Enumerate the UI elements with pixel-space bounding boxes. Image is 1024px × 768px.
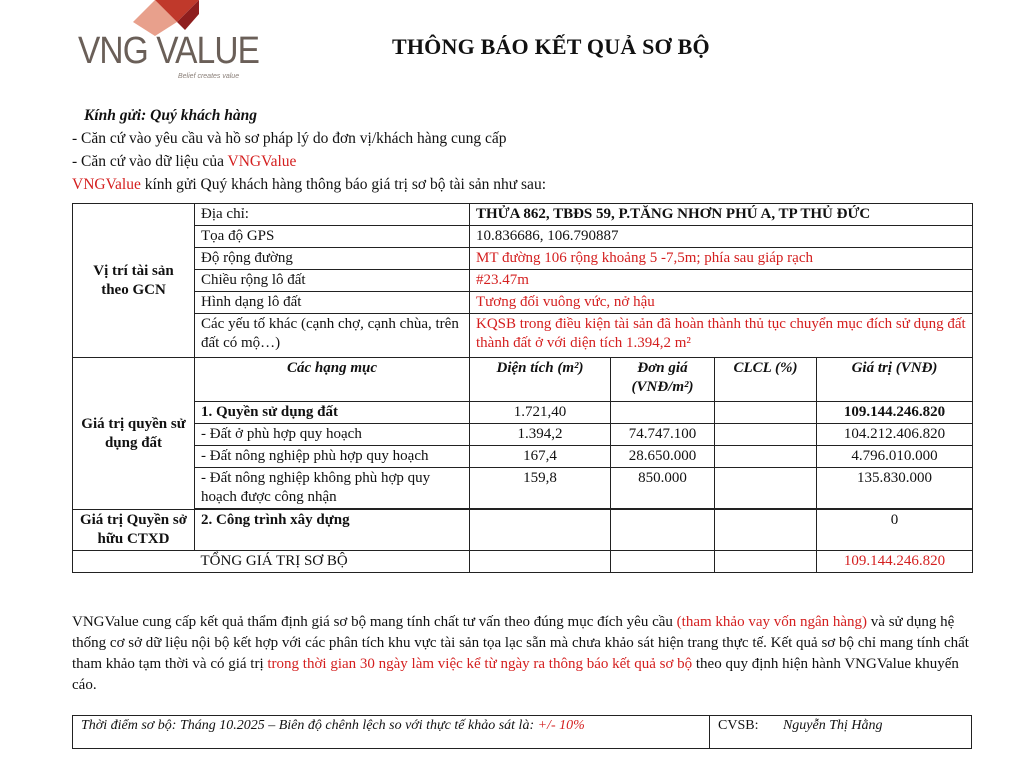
- disclaimer-purpose: (tham khảo vay vốn ngân hàng): [676, 614, 868, 630]
- construction-value: 0: [817, 510, 973, 551]
- table-row: [73, 248, 973, 270]
- item-value: 4.796.010.000: [817, 446, 973, 468]
- disclaimer-part-3: theo quy định hiện hành VNGValue khuyến cáo.: [72, 656, 959, 693]
- item-value: 135.830.000: [817, 468, 973, 509]
- item-clcl: [715, 468, 817, 509]
- road-width-value: MT đường 106 rộng khoảng 5 -7,5m; phía sau giáp rạch: [470, 248, 973, 270]
- row-label: Địa chỉ:: [195, 204, 470, 226]
- cvsb-name: Nguyễn Thị Hằng: [782, 718, 883, 733]
- signoff-row: [73, 716, 972, 749]
- item-name: - Đất ở phù hợp quy hoạch: [195, 424, 470, 446]
- item-price: 28.650.000: [611, 446, 715, 468]
- item-price: 850.000: [611, 468, 715, 509]
- cvsb-label: CVSB:: [718, 718, 759, 733]
- item-value: 104.212.406.820: [817, 424, 973, 446]
- total-label: TỔNG GIÁ TRỊ SƠ BỘ: [195, 551, 470, 573]
- valuation-time-cell: [73, 716, 710, 749]
- table-row: [73, 292, 973, 314]
- lot-width-value: #23.47m: [470, 270, 973, 292]
- margin-value: +/- 10%: [537, 718, 585, 733]
- total-row: [73, 551, 973, 573]
- address-value: THỬA 862, TBĐS 59, P.TĂNG NHƠN PHÚ A, TP THỦ ĐỨC: [470, 204, 973, 226]
- total-area: [470, 551, 611, 573]
- construction-clcl: [715, 510, 817, 551]
- logo-brand: VNG VALUE: [78, 30, 260, 72]
- item-name: - Đất nông nghiệp không phù hợp quy hoạch được công nhận: [195, 468, 470, 509]
- land-section-label: Giá trị quyền sử dụng đất: [73, 358, 195, 510]
- gps-value: 10.836686, 106.790887: [470, 226, 973, 248]
- cvsb-cell: [710, 716, 972, 749]
- row-label: Chiều rộng lô đất: [195, 270, 470, 292]
- intro-line-3-text: kính gửi Quý khách hàng thông báo giá trị sơ bộ tài sản như sau:: [140, 176, 546, 193]
- intro-section: [72, 104, 546, 196]
- signoff-table: [72, 715, 972, 749]
- construction-item: 2. Công trình xây dựng: [195, 510, 470, 551]
- header-value: Giá trị (VNĐ): [817, 358, 973, 402]
- total-value: 109.144.246.820: [817, 551, 973, 573]
- table-row: [73, 204, 973, 226]
- table-row: [73, 226, 973, 248]
- brand-mention: VNGValue: [227, 153, 297, 170]
- company-logo: [78, 0, 278, 90]
- row-label: Độ rộng đường: [195, 248, 470, 270]
- construction-price: [611, 510, 715, 551]
- intro-line-2-text: - Căn cứ vào dữ liệu của: [72, 153, 228, 170]
- land-use-area: 1.721,40: [470, 402, 611, 424]
- table-row: [73, 446, 973, 468]
- logo-tagline: Belief creates value: [178, 73, 240, 80]
- intro-line-2: [72, 150, 546, 173]
- table-row: [73, 510, 973, 551]
- valuation-time-text: Thời điểm sơ bộ: Tháng 10.2025 – Biên độ chênh lệch so với thực tế khảo sát là:: [81, 718, 538, 733]
- table-row: [73, 402, 973, 424]
- other-factors-value: KQSB trong điều kiện tài sản đã hoàn thành thủ tục chuyển mục đích sử dụng đất thành đất ở với diện tích 1.394,2 m²: [470, 314, 973, 358]
- item-area: 167,4: [470, 446, 611, 468]
- greeting: Kính gửi: Quý khách hàng: [84, 107, 257, 124]
- header-area: Diện tích (m²): [470, 358, 611, 402]
- table-row: [73, 270, 973, 292]
- intro-line-3: [72, 173, 546, 196]
- total-price: [611, 551, 715, 573]
- table-header-row: [73, 358, 973, 402]
- intro-line-1: - Căn cứ vào yêu cầu và hồ sơ pháp lý do đơn vị/khách hàng cung cấp: [72, 130, 507, 147]
- item-clcl: [715, 424, 817, 446]
- construction-area: [470, 510, 611, 551]
- header-price: Đơn giá (VNĐ/m²): [611, 358, 715, 402]
- item-clcl: [715, 446, 817, 468]
- item-price: 74.747.100: [611, 424, 715, 446]
- land-use-value: 109.144.246.820: [817, 402, 973, 424]
- item-name: - Đất nông nghiệp phù hợp quy hoạch: [195, 446, 470, 468]
- table-row: [73, 314, 973, 358]
- land-use-item: 1. Quyền sử dụng đất: [195, 402, 470, 424]
- total-clcl: [715, 551, 817, 573]
- document-title: THÔNG BÁO KẾT QUẢ SƠ BỘ: [392, 34, 710, 59]
- disclaimer-part-1: VNGValue cung cấp kết quả thẩm định giá sơ bộ mang tính chất tư vấn theo đúng mục đích yêu cầu: [72, 614, 677, 630]
- item-area: 159,8: [470, 468, 611, 509]
- header-clcl: CLCL (%): [715, 358, 817, 402]
- disclaimer-part-2: và sử dụng hệ thống cơ sở dữ liệu nội bộ kết hợp với các phân tích khu vực tài sản tọa lạc sẵn mà chưa khảo sát hiện trang thực tế. Kết quả sơ bộ chỉ mang tính chất tham khảo tạm thời và có giá trị: [72, 614, 969, 672]
- item-area: 1.394,2: [470, 424, 611, 446]
- valuation-table: [72, 203, 973, 573]
- table-row: [73, 424, 973, 446]
- lot-shape-value: Tương đối vuông vức, nở hậu: [470, 292, 973, 314]
- disclaimer-paragraph: [72, 612, 977, 696]
- disclaimer-validity: trong thời gian 30 ngày làm việc kể từ ngày ra thông báo kết quả sơ bộ: [267, 656, 693, 672]
- land-use-clcl: [715, 402, 817, 424]
- row-label: Tọa độ GPS: [195, 226, 470, 248]
- land-use-price: [611, 402, 715, 424]
- construction-section-label: Giá trị Quyền sở hữu CTXD: [73, 510, 195, 551]
- header-item: Các hạng mục: [195, 358, 470, 402]
- row-label: Hình dạng lô đất: [195, 292, 470, 314]
- total-blank: [73, 551, 195, 573]
- brand-mention: VNGValue: [72, 176, 141, 193]
- location-section-label: Vị trí tài sản theo GCN: [73, 204, 195, 358]
- table-row: [73, 468, 973, 509]
- row-label: Các yếu tố khác (cạnh chợ, cạnh chùa, trên đất có mộ…): [195, 314, 470, 358]
